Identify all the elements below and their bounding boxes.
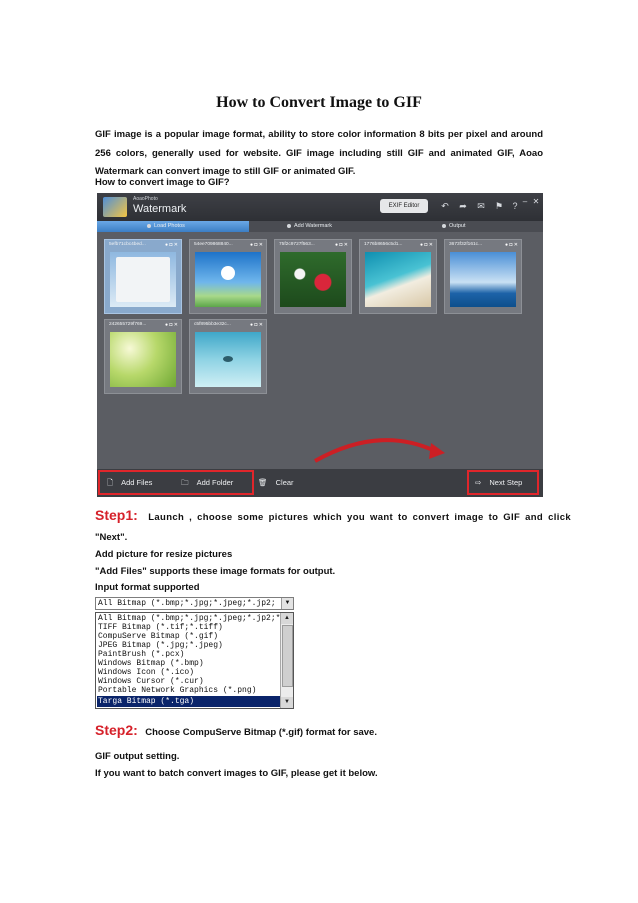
- folder-icon: 🗀: [181, 478, 189, 487]
- brand-name: Watermark: [133, 203, 187, 215]
- tab-dot-icon: [287, 224, 291, 228]
- format-option[interactable]: TIFF Bitmap (*.tif;*.tiff): [98, 623, 223, 632]
- thumbnail-name: 242655729f769...: [109, 322, 147, 327]
- tab-label: Add Watermark: [294, 223, 333, 229]
- step1: [95, 507, 571, 525]
- page-title: How to Convert Image to GIF: [216, 94, 422, 111]
- thumbnail-image: [450, 252, 516, 307]
- undo-icon[interactable]: ↶: [441, 201, 449, 211]
- thumbnail-name: 54ee709868840...: [194, 242, 233, 247]
- tab-add-watermark[interactable]: [287, 221, 332, 232]
- step2-label: Step2:: [95, 722, 138, 738]
- step2-text: Choose CompuServe Bitmap (*.gif) format for save.: [145, 727, 377, 738]
- clear-label: Clear: [275, 478, 294, 487]
- format-option[interactable]: Windows Bitmap (*.bmp): [98, 659, 204, 668]
- app-logo-icon: [103, 197, 127, 217]
- thumbnail-controls-icon[interactable]: ● ◘ ✕: [164, 242, 178, 248]
- thumbnail-name: 75f2c9727f563...: [279, 242, 315, 247]
- tab-output[interactable]: [442, 221, 466, 232]
- format-option[interactable]: CompuServe Bitmap (*.gif): [98, 632, 219, 641]
- app-screenshot: [97, 193, 543, 497]
- clear-button[interactable]: [258, 475, 294, 491]
- scrollbar-thumb[interactable]: [282, 625, 293, 687]
- step1-text: Launch , choose some pictures which you want to convert image to GIF and click: [148, 512, 571, 523]
- add-files-note: "Add Files" supports these image formats for output.: [95, 566, 336, 577]
- format-dropdown[interactable]: [95, 597, 294, 610]
- add-files-label: Add Files: [121, 478, 153, 487]
- tab-dot-icon: [147, 224, 151, 228]
- format-option-selected[interactable]: Targa Bitmap (*.tga): [97, 696, 280, 707]
- highlight-add-buttons: [98, 470, 254, 495]
- format-listbox[interactable]: [95, 612, 294, 709]
- help-icon[interactable]: ?: [512, 201, 518, 211]
- format-option[interactable]: All Bitmap (*.bmp;*.jpg;*.jpeg;*.jp2;*: [98, 614, 280, 623]
- format-option[interactable]: PaintBrush (*.pcx): [98, 650, 185, 659]
- bottom-toolbar: [97, 469, 543, 497]
- add-picture-line: Add picture for resize pictures: [95, 549, 233, 560]
- chevron-down-icon[interactable]: ▼: [281, 598, 293, 609]
- format-option[interactable]: Windows Cursor (*.cur): [98, 677, 204, 686]
- thumbnail-controls-icon[interactable]: ● ◘ ✕: [164, 322, 178, 328]
- thumbnail-controls-icon[interactable]: ● ◘ ✕: [334, 242, 348, 248]
- step2: [95, 722, 377, 740]
- tab-dot-icon: [442, 224, 446, 228]
- chat-icon[interactable]: ✉: [477, 201, 485, 211]
- thumbnail-image: [280, 252, 346, 307]
- scroll-down-icon[interactable]: ▼: [281, 697, 293, 708]
- next-step-label: Next Step: [489, 478, 523, 487]
- thumbnail-image: [195, 252, 261, 307]
- tab-label: Load Photos: [154, 223, 185, 229]
- app-header: [97, 193, 543, 221]
- trash-icon: 🗑: [258, 478, 268, 487]
- arrow-right-icon: ⇨: [475, 478, 482, 487]
- thumbnail-image: [195, 332, 261, 387]
- thumbnail-card[interactable]: [104, 319, 182, 394]
- batch-note: If you want to batch convert images to GIF, please get it below.: [95, 768, 378, 779]
- thumbnail-name: 3673f32f161c...: [449, 242, 483, 247]
- scroll-up-icon[interactable]: ▲: [281, 613, 293, 624]
- thumbnail-controls-icon[interactable]: ● ◘ ✕: [249, 242, 263, 248]
- input-format-heading: Input format supported: [95, 582, 200, 593]
- gif-output-heading: GIF output setting.: [95, 751, 180, 762]
- thumbnail-card[interactable]: [104, 239, 182, 314]
- step1-text-continued: "Next".: [95, 532, 128, 543]
- thumbnail-name: 5efb71cbc4bed...: [109, 242, 146, 247]
- thumbnail-card[interactable]: [189, 319, 267, 394]
- brand-small: AoaoPhoto: [133, 196, 158, 202]
- minimize-icon[interactable]: –: [522, 197, 528, 206]
- format-option[interactable]: JPEG Bitmap (*.jpg;*.jpeg): [98, 641, 223, 650]
- thumbnail-image: [110, 252, 176, 307]
- listbox-scrollbar[interactable]: [280, 613, 293, 708]
- tab-label: Output: [449, 223, 466, 229]
- thumbnail-card[interactable]: [189, 239, 267, 314]
- exif-editor-button[interactable]: EXIF Editor: [380, 199, 428, 213]
- step1-label: Step1:: [95, 507, 138, 523]
- share-icon[interactable]: ➦: [459, 201, 467, 211]
- close-icon[interactable]: ✕: [532, 197, 540, 206]
- format-option[interactable]: Portable Network Graphics (*.png): [98, 686, 257, 695]
- how-to-heading: How to convert image to GIF?: [95, 177, 230, 188]
- thumbnail-image: [110, 332, 176, 387]
- add-file-icon: 🗋: [107, 478, 114, 487]
- thumbnail-controls-icon[interactable]: ● ◘ ✕: [249, 322, 263, 328]
- format-option[interactable]: Windows Icon (*.ico): [98, 668, 195, 677]
- step-tabbar: [97, 221, 543, 232]
- thumbnail-card[interactable]: [274, 239, 352, 314]
- intro-paragraph: GIF image is a popular image format, ability to store color information 8 bits per pixel and around 256 colors, generally used for website. GIF image including still GIF and animated GIF, Aoao Watermark can convert image to still GIF or animated GIF.: [95, 129, 543, 177]
- thumbnail-controls-icon[interactable]: ● ◘ ✕: [504, 242, 518, 248]
- thumbnail-card[interactable]: [359, 239, 437, 314]
- red-arrow-icon: [309, 431, 449, 467]
- thumbnail-name: c5f895bb3e32c...: [194, 322, 231, 327]
- highlight-next-step: [467, 470, 539, 495]
- tab-load-photos[interactable]: [147, 221, 185, 232]
- cart-icon[interactable]: ⚑: [494, 201, 504, 211]
- add-folder-label: Add Folder: [196, 478, 234, 487]
- format-dropdown-value: All Bitmap (*.bmp;*.jpg;*.jpeg;*.jp2;: [98, 599, 276, 608]
- thumbnail-controls-icon[interactable]: ● ◘ ✕: [419, 242, 433, 248]
- thumbnail-image: [365, 252, 431, 307]
- thumbnail-card[interactable]: [444, 239, 522, 314]
- thumbnail-name: 1776b8656c5d1...: [364, 242, 403, 247]
